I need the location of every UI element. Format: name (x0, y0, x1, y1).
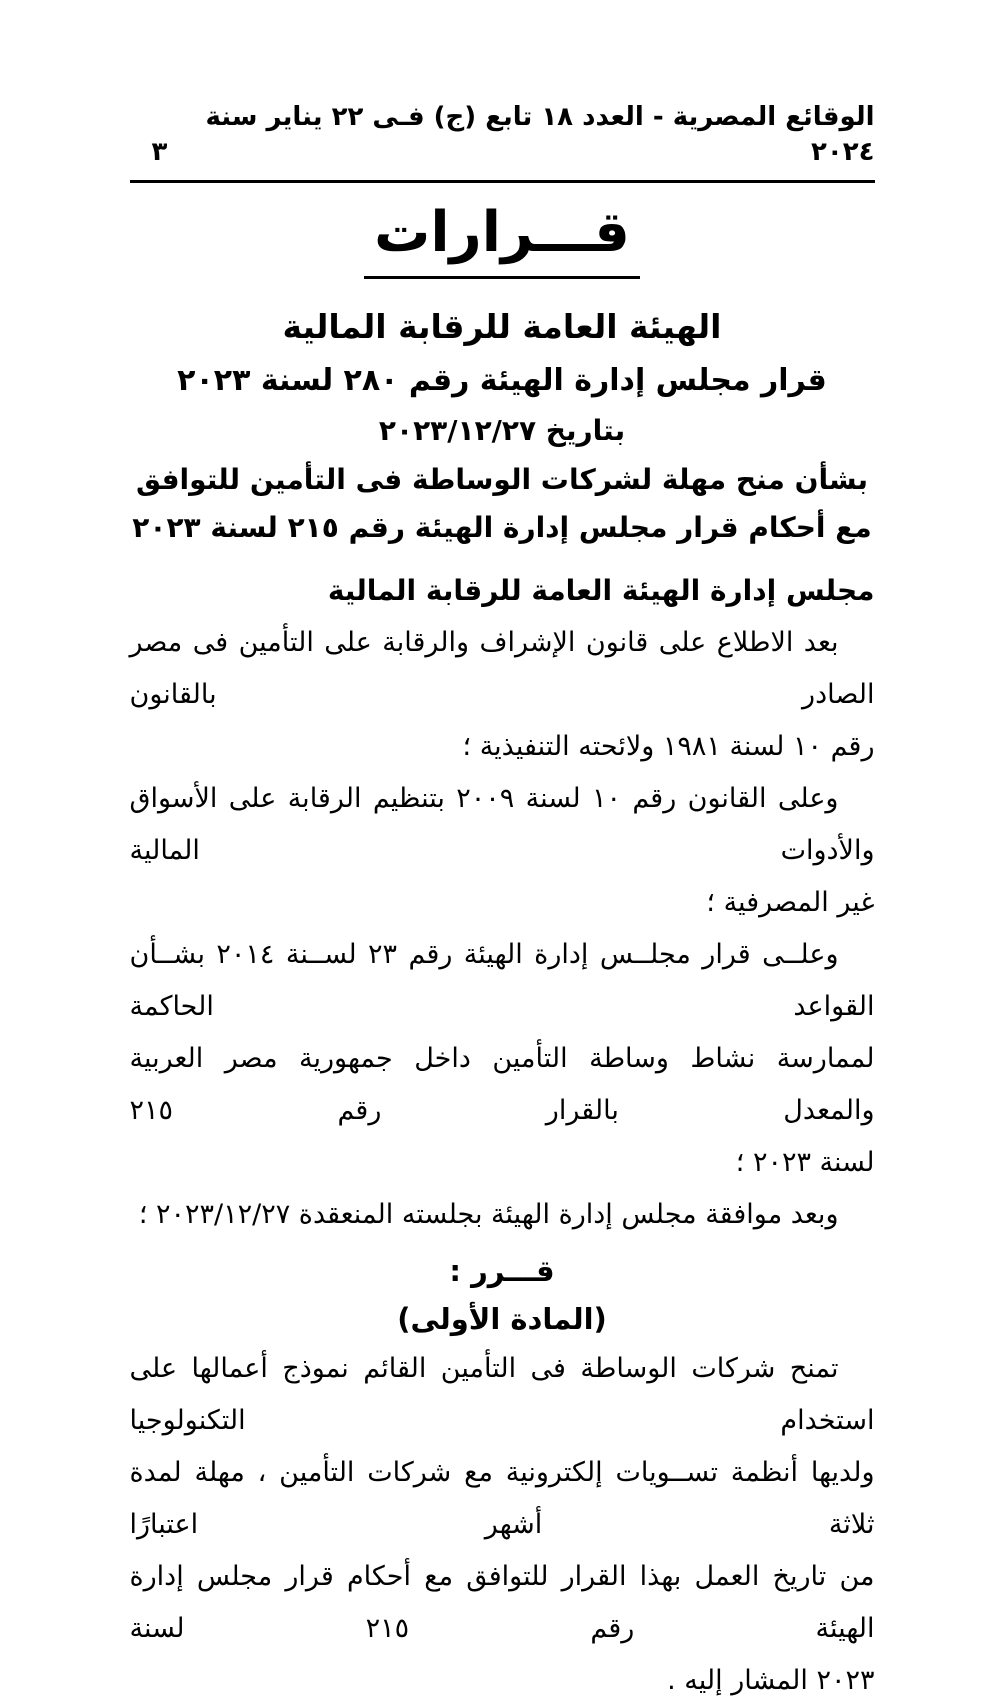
preamble-line: لممارسة نشاط وساطة التأمين داخل جمهورية مصر العربية والمعدل بالقرار رقم ٢١٥ (129, 1042, 875, 1126)
preamble-paragraph-3 (130, 929, 875, 1189)
preamble-line: وعلى القانون رقم ١٠ لسنة ٢٠٠٩ بتنظيم الرقابة على الأسواق والأدوات المالية (129, 782, 875, 866)
header-rule (130, 180, 875, 183)
decision-number-line: قرار مجلس إدارة الهيئة رقم ٢٨٠ لسنة ٢٠٢٣ (177, 363, 827, 399)
board-heading: مجلس إدارة الهيئة العامة للرقابة المالية (327, 573, 875, 607)
article-one-paragraph (130, 1343, 875, 1707)
section-title: قـــرارات (364, 201, 640, 278)
preamble-line: بعد الاطلاع على قانون الإشراف والرقابة على التأمين فى مصر الصادر بالقانون (129, 626, 875, 710)
page-number: ٣ (151, 137, 168, 168)
decision-subject-line-2: مع أحكام قرار مجلس إدارة الهيئة رقم ٢١٥ لسنة ٢٠٢٣ (132, 511, 872, 545)
page-content (130, 0, 875, 1707)
decision-date-line: بتاريخ ٢٠٢٣/١٢/٢٧ (378, 414, 626, 448)
preamble-line: وبعد موافقة مجلس إدارة الهيئة بجلسته المنعقدة ٢٠٢٣/١٢/٢٧ ؛ (138, 1198, 839, 1230)
preamble-line: وعلــى قرار مجلــس إدارة الهيئة رقم ٢٣ لســنة ٢٠١٤ بشــأن القواعد الحاكمة (129, 938, 875, 1022)
preamble-line: لسنة ٢٠٢٣ ؛ (735, 1146, 875, 1178)
article-one-line: ولديها أنظمة تســويات إلكترونية مع شركات التأمين ، مهلة لمدة ثلاثة أشهر اعتبارًا (129, 1456, 875, 1540)
authority-name: الهيئة العامة للرقابة المالية (282, 306, 722, 346)
preamble-line: رقم ١٠ لسنة ١٩٨١ ولائحته التنفيذية ؛ (462, 730, 875, 762)
article-one-line: من تاريخ العمل بهذا القرار للتوافق مع أحكام قرار مجلس إدارة الهيئة رقم ٢١٥ لسنة (129, 1560, 875, 1644)
preamble-paragraph-4 (130, 1189, 875, 1241)
page-header (130, 0, 875, 170)
header-issue-line: الوقائع المصرية - العدد ١٨ تابع (ج) فـى ٢٢ يناير سنة ٢٠٢٤ (205, 102, 875, 168)
article-one-line: ٢٠٢٣ المشار إليه . (667, 1664, 875, 1696)
decided-label: قـــرر : (449, 1253, 555, 1288)
section-title-wrap (130, 201, 875, 278)
preamble-line: غير المصرفية ؛ (706, 886, 875, 918)
preamble-paragraph-1 (130, 617, 875, 773)
article-one-line: تمنح شركات الوساطة فى التأمين القائم نموذج أعمالها على استخدام التكنولوجيا (129, 1352, 875, 1436)
article-one-heading: (المادة الأولى) (397, 1301, 607, 1336)
preamble-paragraph-2 (130, 773, 875, 929)
decision-subject-line-1: بشأن منح مهلة لشركات الوساطة فى التأمين للتوافق (135, 462, 869, 496)
